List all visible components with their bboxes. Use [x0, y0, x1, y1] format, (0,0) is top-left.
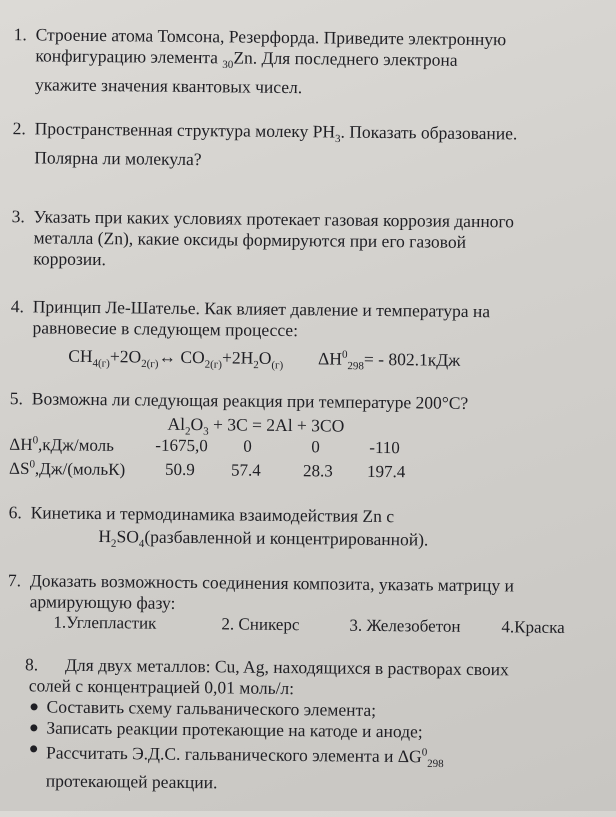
- list-item-continued: [28, 771, 508, 797]
- question-text: Доказать возможность соединения композита, указать матрицу и: [29, 570, 515, 596]
- subscript: 298: [347, 360, 364, 373]
- subscript: 2(г): [204, 358, 223, 371]
- subscript: 3: [203, 425, 209, 438]
- list-item-text: Рассчитать Э.Д.С. гальванического элемента и ΔG: [46, 742, 422, 767]
- table-cell: -110: [369, 437, 400, 458]
- formula: H: [98, 526, 112, 547]
- table-cell: 197.4: [366, 461, 406, 482]
- question-text: равновесие в следующем процессе:: [32, 317, 299, 341]
- question-number: 5.: [9, 388, 24, 409]
- question-text: Полярна ли молекула?: [34, 146, 202, 169]
- enthalpy-symbol: ΔH: [317, 348, 343, 369]
- question-2: [12, 118, 517, 173]
- question-4: [10, 296, 490, 343]
- subscript: 298: [427, 757, 444, 771]
- formula: +2H: [221, 347, 254, 368]
- list-item: [28, 738, 508, 775]
- question-number: 8.: [24, 654, 39, 675]
- question-number: 4.: [10, 296, 25, 317]
- list-item-text: Записать реакции протекающие на катоде и аноде;: [46, 717, 423, 742]
- question-number: 6.: [8, 502, 22, 523]
- question-1: [13, 24, 506, 100]
- subscript: 2(г): [141, 357, 159, 371]
- question-text: Указать при каких условиях протекает газовая коррозия данного: [33, 206, 515, 232]
- question-text: укажите значения квантовых чисел.: [35, 73, 303, 97]
- formula: SO: [116, 526, 140, 547]
- list-item-text: протекающей реакции.: [45, 770, 218, 793]
- equation-combustion: [68, 346, 460, 374]
- enthalpy-value: = - 802.1кДж: [363, 348, 461, 370]
- enthalpy-row: [9, 434, 509, 461]
- question-text: Возможна ли следующая реакция при температуре 200°С?: [31, 388, 469, 413]
- question-text: коррозии.: [33, 248, 107, 270]
- option-item: 4.Краска: [501, 617, 565, 637]
- superscript: 0: [341, 348, 348, 361]
- question-text: Zn. Для последнего электрона: [233, 47, 458, 70]
- subscript: 4(г): [92, 357, 110, 370]
- question-text: Строение атома Томсона, Резерфорда. Приведите электронную: [35, 24, 507, 50]
- table-cell: 57.4: [230, 460, 261, 480]
- formula: O: [258, 347, 272, 368]
- question-text: . Показать образование.: [340, 121, 518, 144]
- question-6-line2: [98, 526, 428, 553]
- formula: +2O: [109, 346, 142, 367]
- option-item: 1.Углепластик: [53, 612, 157, 633]
- subscript: 4: [138, 537, 145, 551]
- equilibrium-arrow: ↔: [158, 346, 177, 367]
- question-number: 2.: [12, 118, 26, 139]
- list-item-text: Составить схему гальванического элемента;: [46, 696, 377, 720]
- question-text: солей с концентрацией 0,01 моль/л:: [28, 675, 295, 699]
- question-text: Кинетика и термодинамика взаимодействия Zn с: [30, 502, 395, 527]
- option-item: 3. Железобетон: [349, 615, 461, 636]
- formula: O: [190, 414, 204, 435]
- option-item: 2. Сникерс: [221, 614, 300, 635]
- row-label: $\Delta S^0,Дж/(мольК)$: [8, 458, 126, 479]
- entropy-row: [9, 458, 509, 485]
- subscript: 2: [184, 425, 191, 438]
- formula: CO: [175, 346, 205, 368]
- question-text: металла (Zn), какие оксиды формируются при его газовой: [33, 227, 467, 252]
- table-cell: -1675,0: [155, 435, 208, 456]
- answer-options: [0, 612, 610, 640]
- question-8: [6, 654, 509, 797]
- formula: CH: [68, 345, 93, 366]
- question-number: 7.: [7, 570, 22, 591]
- superscript: 0: [421, 746, 428, 759]
- subscript: 2: [110, 537, 117, 550]
- row-label: $\Delta H^0,кДж$/моль: [9, 434, 115, 455]
- subscript: (г): [271, 359, 284, 372]
- subscript: 30: [222, 58, 234, 71]
- formula: + 3C = 2Al + 3CO: [208, 414, 345, 436]
- formula: Al: [167, 413, 186, 434]
- question-text: конфигурацию элемента: [35, 45, 223, 68]
- question-text: Принцип Ле-Шателье. Как влияет давление и температура на: [32, 296, 491, 322]
- question-text: Для двух металлов: Cu, Ag, находящихся в растворах своих: [64, 654, 509, 680]
- question-7: [8, 570, 514, 617]
- table-cell: 50.9: [164, 459, 195, 480]
- task-list: [6, 696, 509, 797]
- subscript: 3: [334, 133, 341, 146]
- question-text: армирующую фазу:: [29, 591, 176, 613]
- question-text: Пространственная структура молеку PH: [34, 118, 336, 142]
- question-5: [10, 388, 469, 414]
- question-3: [11, 206, 514, 274]
- table-cell: 0: [311, 437, 320, 457]
- question-text: (разбавленной и концентрированной).: [144, 526, 429, 550]
- question-6: [9, 502, 395, 527]
- table-cell: 28.3: [302, 461, 333, 481]
- subscript: 2: [253, 359, 259, 372]
- table-cell: 0: [243, 436, 252, 456]
- question-number: 1.: [13, 24, 27, 45]
- question-number: 3.: [11, 206, 25, 227]
